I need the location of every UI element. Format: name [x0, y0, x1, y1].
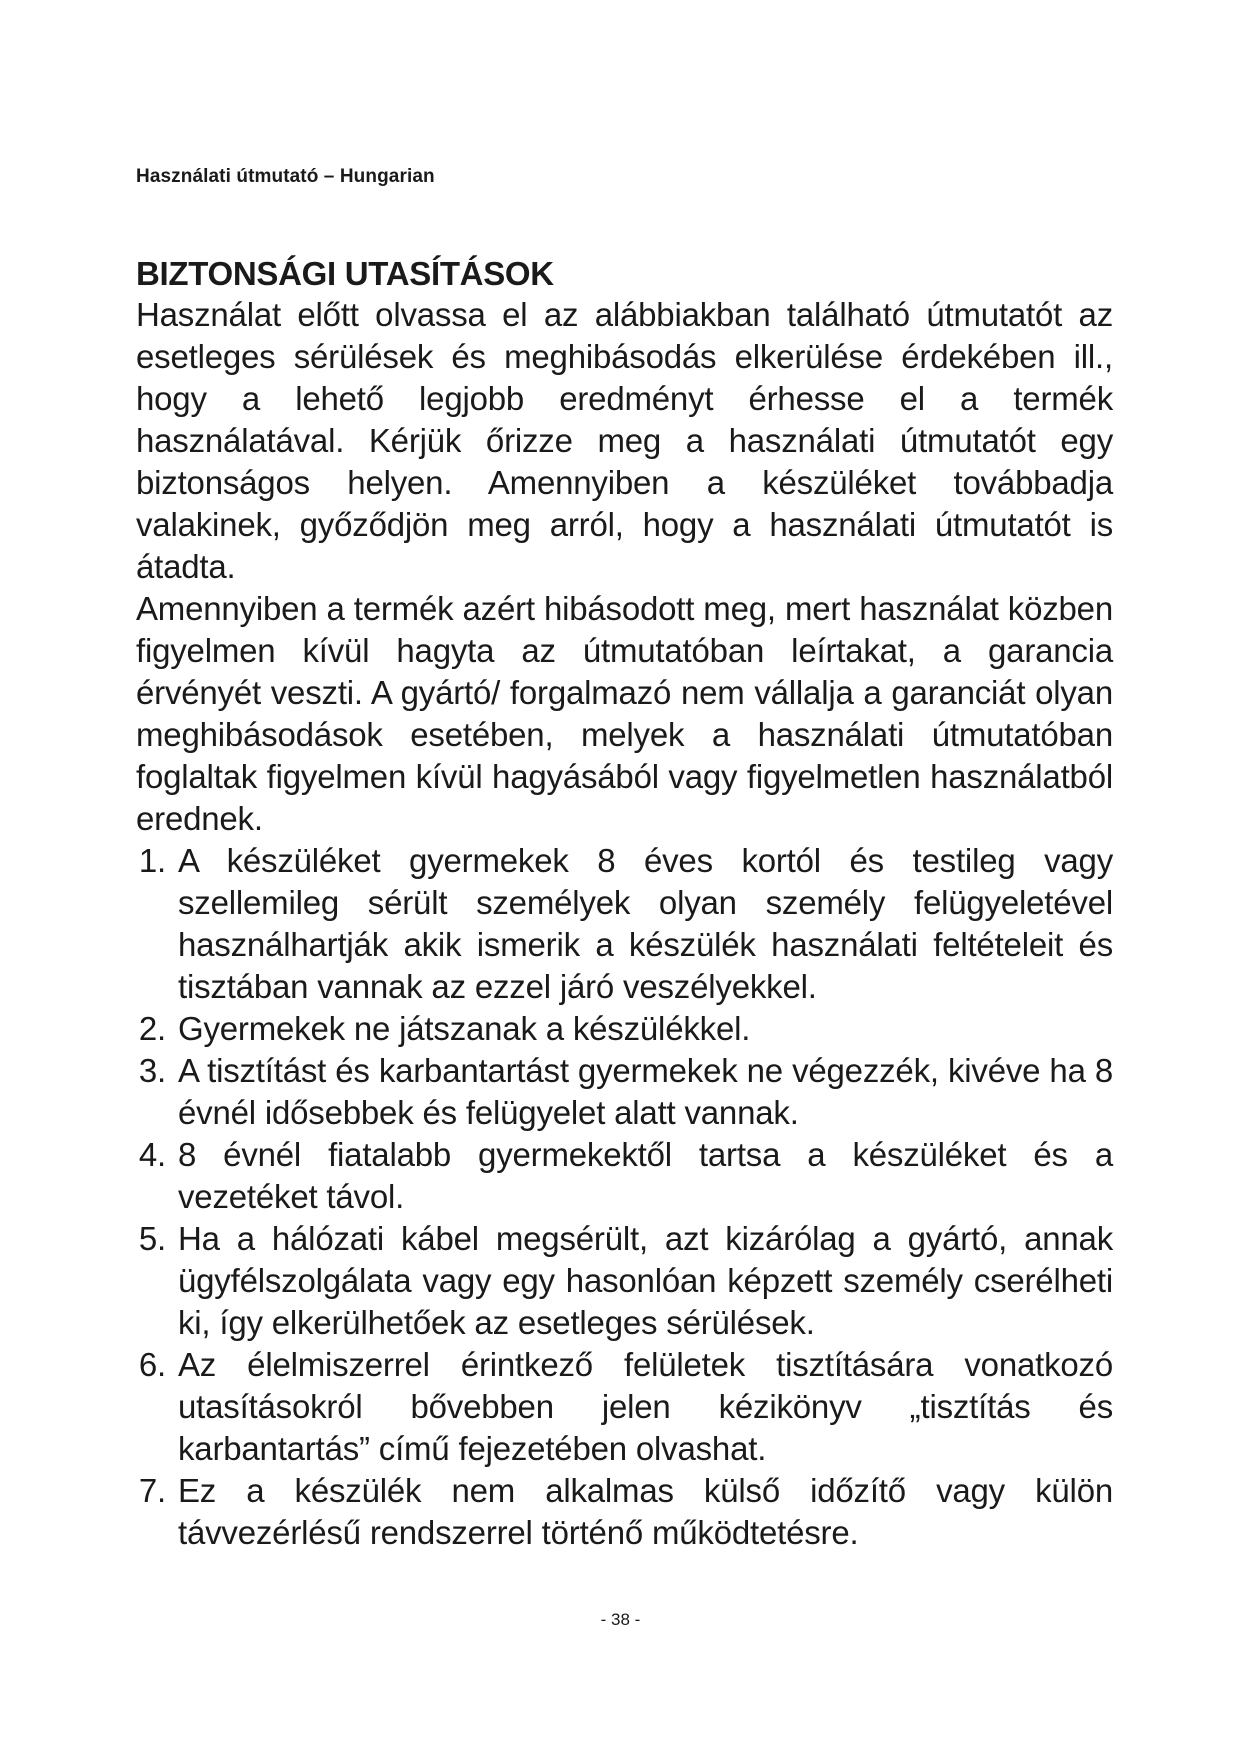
list-item-text: Ha a hálózati kábel megsérült, azt kizárólag a gyártó, annak ügyfélszolgálata vagy egy hasonlóan képzett személy cserélheti ki, így elkerülhetőek az esetleges sérülések.: [178, 1220, 1113, 1341]
list-item-text: A készüléket gyermekek 8 éves kortól és testileg vagy szellemileg sérült személyek olyan személy felügyeletével használhartják akik ismerik a készülék használati feltételeit és tisztában vannak az ezzel járó veszélyekkel.: [178, 842, 1113, 1005]
page-number: - 38 -: [600, 1610, 641, 1629]
list-item: [136, 1344, 1113, 1470]
list-item: [136, 1050, 1113, 1134]
list-item: [136, 1134, 1113, 1218]
list-item-number: 2.: [138, 1010, 166, 1047]
section-title: BIZTONSÁGI UTASÍTÁSOK: [136, 255, 554, 292]
list-item-number: 4.: [138, 1136, 166, 1173]
list-item-number: 5.: [138, 1220, 166, 1257]
list-item-text: Az élelmiszerrel érintkező felületek tisztítására vonatkozó utasításokról bővebben jelen kézikönyv „tisztítás és karbantartás” című fejezetében olvashat.: [178, 1346, 1113, 1467]
list-item: [136, 1470, 1113, 1554]
running-header: Használati útmutató – Hungarian: [136, 166, 435, 187]
safety-instructions-list: [136, 840, 1113, 1554]
list-item-text: Ez a készülék nem alkalmas külső időzítő vagy külön távvezérlésű rendszerrel történő működtetésre.: [178, 1472, 1113, 1551]
list-item-number: 3.: [138, 1052, 166, 1089]
list-item: [136, 840, 1113, 1008]
warranty-paragraph: Amennyiben a termék azért hibásodott meg, mert használat közben figyelmen kívül hagyta az útmutatóban leírtakat, a garancia érvényét veszti. A gyártó/ forgalmazó nem vállalja a garanciát olyan meghibásodások esetében, melyek a használati útmutatóban foglaltak figyelmen kívül hagyásából vagy figyelmetlen használatból erednek.: [136, 590, 1113, 837]
safety-section: [136, 254, 1113, 1554]
list-item-text: Gyermekek ne játszanak a készülékkel.: [178, 1010, 751, 1047]
list-item-number: 1.: [138, 842, 166, 879]
list-item-text: 8 évnél fiatalabb gyermekektől tartsa a készüléket és a vezetéket távol.: [178, 1136, 1113, 1215]
list-item: [136, 1008, 1113, 1050]
intro-paragraph: Használat előtt olvassa el az alábbiakban található útmutatót az esetleges sérülések és meghibásodás elkerülése érdekében ill., hogy a lehető legjobb eredményt érhesse el a termék használatával. Kérjük őrizze meg a használati útmutatót egy biztonságos helyen. Amennyiben a készüléket továbbadja valakinek, győződjön meg arról, hogy a használati útmutatót is átadta.: [136, 296, 1113, 585]
list-item-number: 6.: [138, 1346, 166, 1383]
list-item-number: 7.: [138, 1472, 166, 1509]
list-item: [136, 1218, 1113, 1344]
list-item-text: A tisztítást és karbantartást gyermekek ne végezzék, kivéve ha 8 évnél idősebbek és felügyelet alatt vannak.: [178, 1052, 1113, 1131]
